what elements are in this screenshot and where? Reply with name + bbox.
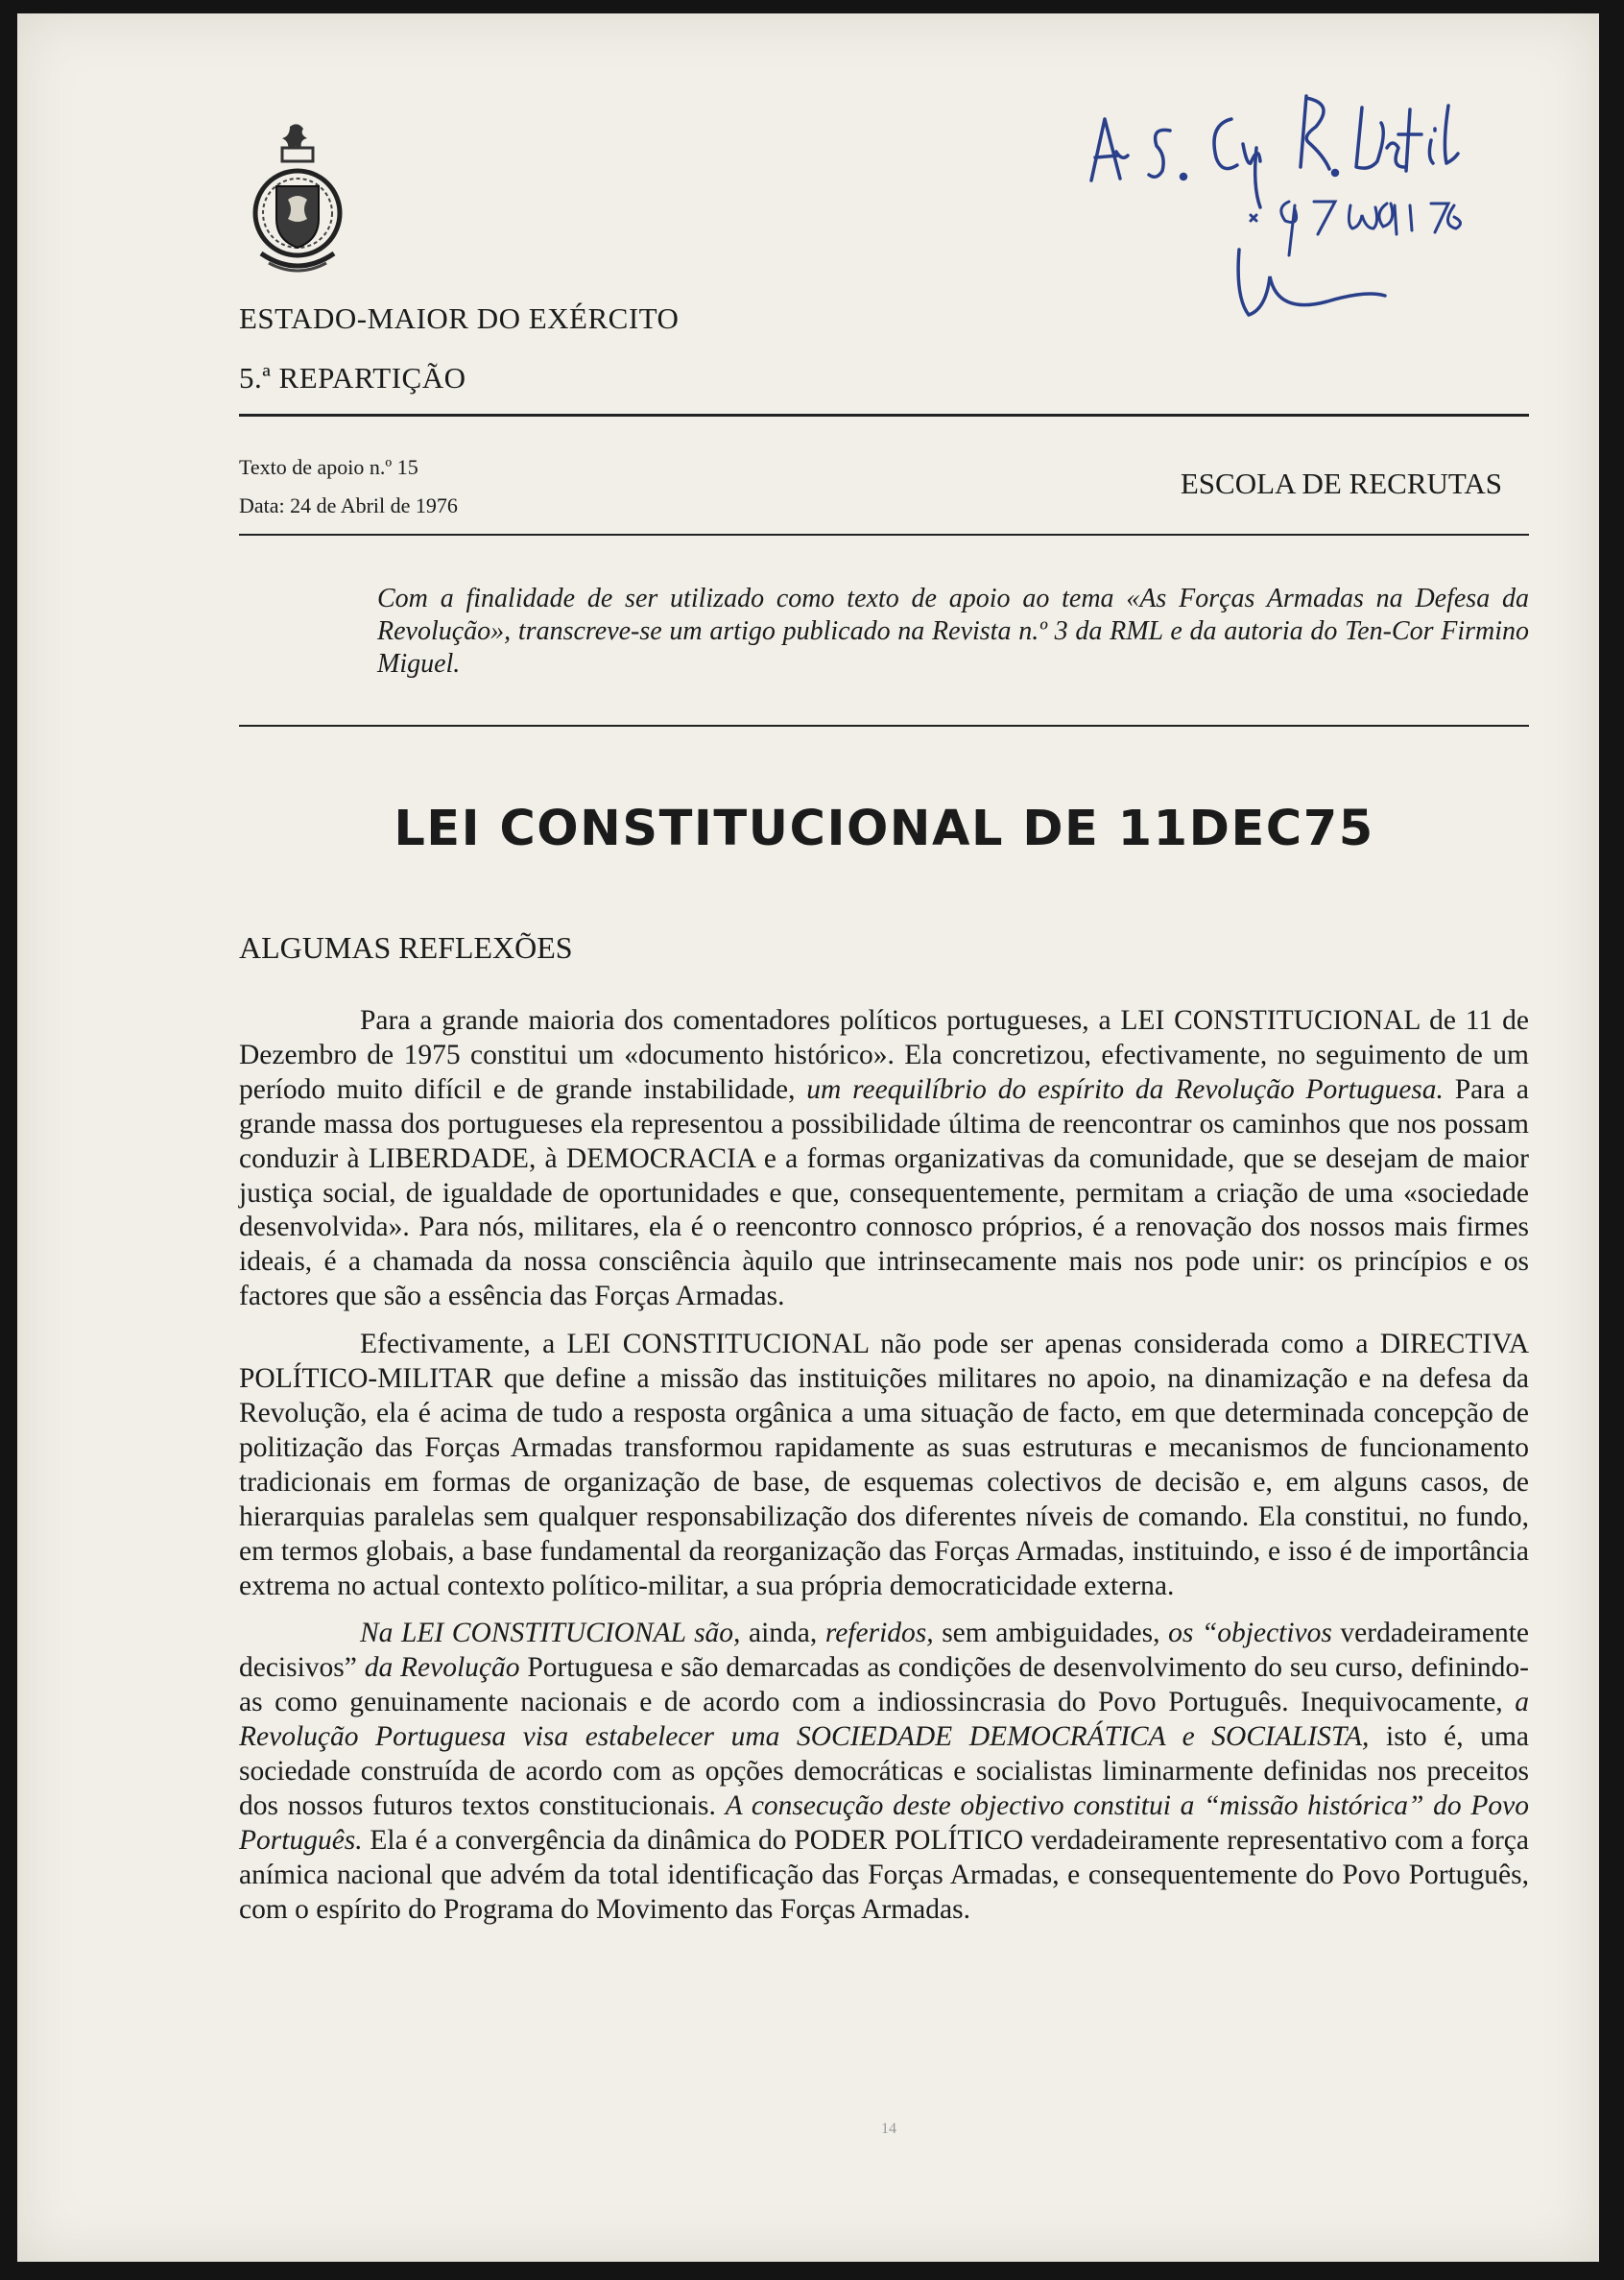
paragraph-text: verdadeiramente decisivos” — [239, 1618, 1529, 1684]
paragraph: Efectivamente, a LEI CONSTITUCIONAL não pode ser apenas considerada como a DIRECTIVA POLÍTICO-MILITAR que define a missão das instituições militares no apoio, na dinamização e na defesa da Revolução, ela é acima de tudo a resposta orgânica a uma situação de facto, em que determinada concepção de politização das Forças Armadas transformou rapidamente as suas estruturas e mecanismos de funcionamento tradicionais em formas de organização de base, de esquemas colectivos de decisão e, em alguns casos, de hierarquias paralelas sem qualquer responsabilização dos diferentes níveis de comando. Ela constitui, no fundo, em termos globais, a base fundamental da reorganização das Forças Armadas, instituindo, e isso é de importância extrema no actual contexto político-militar, a sua própria democraticidade externa. — [239, 1329, 1529, 1601]
paragraph-text: Ela é a convergência da dinâmica do PODER POLÍTICO verdadeiramente representativo com a força anímica nacional que advém da total identificação das Forças Armadas, e consequentemente do Povo Português, com o espírito do Programa do Movimento das Forças Armadas. — [239, 1824, 1529, 1925]
article-subtitle: ALGUMAS REFLEXÕES — [239, 930, 573, 965]
paragraph-emphasis: Na LEI CONSTITUCIONAL são, — [360, 1618, 741, 1649]
divider — [239, 414, 1529, 417]
paragraph-text: Para a grande maioria dos comentadores políticos portugueses, a LEI CONSTITUCIONAL de 11 de Dezembro de 1975 constitui um «documento histórico». Ela concretizou, efectivamente, no seguimento de um período muito difícil e de grande instabilidade, — [239, 1005, 1529, 1105]
document-page — [17, 13, 1599, 2262]
paragraph-emphasis: os “objectivos — [1168, 1618, 1332, 1649]
school-name: ESCOLA DE RECRUTAS — [1180, 467, 1502, 500]
paragraph — [239, 1617, 1529, 1927]
coat-of-arms-emblem — [240, 119, 355, 292]
intro-note: Com a finalidade de ser utilizado como texto de apoio ao tema «As Forças Armadas na Defesa da Revolução», transcreve-se um artigo publicado na Revista n.º 3 da RML e da autoria do Ten-Cor Firmino Miguel. — [377, 584, 1529, 679]
paragraph-text: Portuguesa e são demarcadas as condições de desenvolvimento do seu curso, definindo-as como genuinamente nacionais e de acordo com a indiossincrasia do Povo Português. Inequivocamente, — [239, 1652, 1529, 1718]
department-name: 5.ª REPARTIÇÃO — [239, 361, 466, 395]
paragraph-text: Para a grande massa dos portugueses ela representou a possibilidade última de reencontrar os caminhos que nos possam conduzir à LIBERDADE, à DEMOCRACIA e a formas organizativas da comunidade, que se desejam de maior justiça social, de igualdade de oportunidades e que, consequentemente, permitam a criação de uma «sociedade desenvolvida». Para nós, militares, ela é o reencontro connosco próprios, é a renovação dos nossos mais firmes ideais, é a chamada da nossa consciência àquilo que intrinsecamente mais nos pode unir: os princípios e os factores que são a essência das Forças Armadas. — [239, 1073, 1529, 1312]
document-date: Data: 24 de Abril de 1976 — [239, 493, 458, 517]
article-body — [239, 1004, 1529, 1941]
paragraph — [239, 1004, 1529, 1314]
article-title: LEI CONSTITUCIONAL DE 11DEC75 — [394, 801, 1374, 857]
paragraph-emphasis: referidos, — [824, 1618, 934, 1649]
divider — [239, 725, 1529, 727]
handwritten-annotation — [1078, 81, 1529, 359]
paragraph-text: isto é, uma sociedade construída de acordo com as opções democráticas e socialistas liminarmente definidas nos preceitos dos nossos futuros textos constitucionais. — [239, 1721, 1529, 1821]
page-stamp: 14 — [881, 2121, 896, 2137]
paragraph-emphasis: A consecução deste objectivo constitui a “missão histórica” do Povo Português. — [239, 1789, 1529, 1856]
support-text-number: Texto de apoio n.º 15 — [239, 455, 418, 479]
paragraph-emphasis: a Revolução Portuguesa visa estabelecer uma SOCIEDADE DEMOCRÁTICA e SOCIALISTA, — [239, 1687, 1529, 1753]
paragraph-emphasis: da Revolução — [364, 1652, 520, 1684]
org-name: ESTADO-MAIOR DO EXÉRCITO — [239, 301, 680, 335]
paragraph-text: sem ambiguidades, — [933, 1618, 1169, 1649]
divider — [239, 534, 1529, 536]
paragraph-text: ainda, — [740, 1618, 825, 1649]
paragraph-emphasis: um reequilíbrio do espírito da Revolução Portuguesa. — [806, 1073, 1444, 1105]
